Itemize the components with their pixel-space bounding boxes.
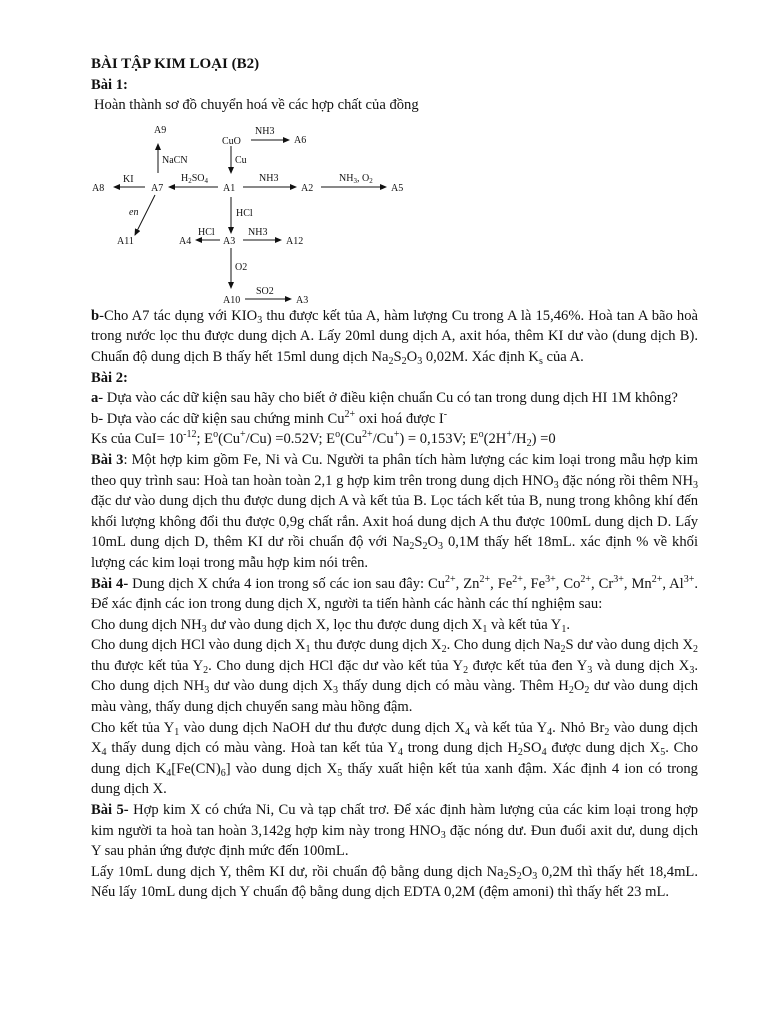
bai1-intro: Hoàn thành sơ đồ chuyển hoá về các hợp chất của đồng [94,97,419,114]
bai4-paragraph-2: Cho dung dịch $NH_3$ dư vào dung dịch X, lọc thu được dung dịch $X_1$ và kết tủa $Y_1$. [91,616,571,635]
document-page [91,54,698,903]
node-A6: A6 [294,134,307,146]
node-A5: A5 [391,182,404,194]
bai3-paragraph: Bài 3: Một hợp kim gồm Fe, Ni và Cu. Người ta phân tích hàm lượng các kim loại trong mẫu hợp kim theo quy trình sau: Hoà tan hoàn toàn 2,1 g hợp kim trên trong dung dịch $HNO_3$ đặc nóng rồi thêm $NH_3$ đặc dư vào dung dịch thu được dung dịch A và kết tủa B. Lọc tách kết tủa B, nung trong không khí đến khối lượng không đổi thu được 0,9g chất rắn. Axit hoá dung dịch A thu được 100mL dung dịch D. Lấy 10mL dung dịch D, thêm KI dư rồi chuẩn độ với $Na_2S_2O_3$ 0,1M thấy hết 18mL. xác định % về khối lượng các kim loại trong mẫu hợp kim nói trên. [91,451,699,571]
document-title: BÀI TẬP KIM LOẠI (B2) [91,56,260,72]
bai4-paragraph-3: Cho dung dịch HCl vào dung dịch $X_1$ thu được dung dịch $X_2$. Cho dung dịch $Na_2S$ dư vào dung dịch $X_2$ thu được kết tủa $Y_2$. Cho dung dịch HCl đặc dư vào kết tủa $Y_2$ được kết tủa đen $Y_3$ và dung dịch $X_3$. Cho dung dịch $NH_3$ dư vào dung dịch $X_3$ thấy dung dịch có màu vàng. Thêm $H_2O_2$ dư vào dung dịch màu vàng, thấy dung dịch chuyển sang màu hồng đậm. [91,637,699,716]
label-nacn: NaCN [162,154,188,166]
label-so2: SO2 [256,285,274,297]
bai4-paragraph-4: Cho kết tủa $Y_1$ vào dung dịch NaOH dư thu được dung dịch $X_4$ và kết tủa $Y_4$. Nhỏ $Br_2$ vào dung dịch $X_4$ thấy dung dịch có màu vàng. Hoà tan kết tủa $Y_4$ trong dung dịch $H_2SO_4$ được dung dịch $X_5$. Cho dung dịch $K_4[Fe(CN)_6]$ vào dung dịch $X_5$ thấy xuất hiện kết tủa xanh đậm. Xác định 4 ion có trong dung dịch X. [91,719,698,798]
node-A12: A12 [286,235,304,247]
label-nh3-o2: $NH_3$, $O_2$ [339,172,373,185]
label-hcl-vertical: HCl [236,207,253,219]
node-A3: A3 [223,235,236,247]
node-A9: A9 [154,124,167,136]
node-A1: A1 [223,182,236,194]
node-A3-end: A3 [296,294,309,306]
label-nh3-top: NH3 [255,125,275,137]
node-A11: A11 [117,235,134,247]
diagram-arrows [114,140,386,299]
node-A4: A4 [179,235,192,247]
node-A10: A10 [223,294,241,306]
copper-conversion-diagram [81,118,441,306]
label-cu: Cu [235,154,247,166]
bai2-part-a: a- Dựa vào các dữ kiện sau hãy cho biết ở điều kiện chuẩn Cu có tan trong dung dịch HI 1M không? [91,390,678,407]
bai2-constants: Ks của $CuI= 10^{-12}$; $E^o(Cu^+/Cu) =0.52V$; $E^o(Cu^{2+}/Cu^+) = 0,153V$; $E^o(2H^+/H_2) =0$ [91,429,556,450]
bai5-paragraph-1: Bài 5- Hợp kim X có chứa Ni, Cu và tạp chất trơ. Để xác định hàm lượng của các kim loại trong hợp kim người ta hoà tan hoàn 3,142g hợp kim này trong $HNO_3$ đặc nóng dư. Đun đuổi axit dư, dung dịch Y sau phản ứng được định mức đến 100mL. [91,802,699,860]
diagram-svg [81,118,441,306]
node-CuO: CuO [222,135,241,147]
bai2-part-b: b- Dựa vào các dữ kiện sau chứng minh $Cu^{2+}$ oxi hoá được I- [91,408,448,427]
label-nh3-mid: NH3 [259,172,279,184]
bai1-part-b: b-Cho A7 tác dụng với $KIO_3$ thu được kết tủa A, hàm lượng Cu trong A là 15,46%. Hoà tan A bão hoà trong nước lọc thu được dung dịch A. Lấy 20ml dung dịch A, axit hóa, thêm KI dư vào (dung dịch B). Chuẩn độ dung dịch B thấy hết 15ml dung dịch $Na_2S_2O_3$ 0,02M. Xác định $K_s$ của A. [91,307,698,367]
node-A7: A7 [151,182,164,194]
node-A8: A8 [92,182,105,194]
bai2-heading: Bài 2: [91,369,128,386]
label-hcl-horizontal: HCl [198,226,215,238]
label-en: en [129,206,139,218]
bai4-paragraph-1: Bài 4- Dung dịch X chứa 4 ion trong số các ion sau đây: $Cu^{2+}$, $Zn^{2+}$, $Fe^{2+}$, $Fe^{3+}$, $Co^{2+}$, $Cr^{3+}$, $Mn^{2+}$, $Al^{3+}$. Để xác định các ion trong dung dịch X, người ta tiến hành các hành các thí nghiệm sau: [91,573,699,613]
label-ki: KI [123,173,134,185]
bai5-paragraph-2: Lấy 10mL dung dịch Y, thêm KI dư, rồi chuẩn độ bằng dung dịch $Na_2S_2O_3$ 0,2M thì thấy hết 18,4mL. Nếu lấy 10mL dung dịch Y chuẩn độ bằng dung dịch EDTA 0,2M (đệm amoni) thì thấy hết 23 mL. [91,863,698,901]
node-A2: A2 [301,182,314,194]
label-o2: O2 [235,261,248,273]
label-h2so4: $H_2SO_4$ [181,172,209,185]
bai1-heading: Bài 1: [91,76,128,93]
label-nh3-low: NH3 [248,226,268,238]
